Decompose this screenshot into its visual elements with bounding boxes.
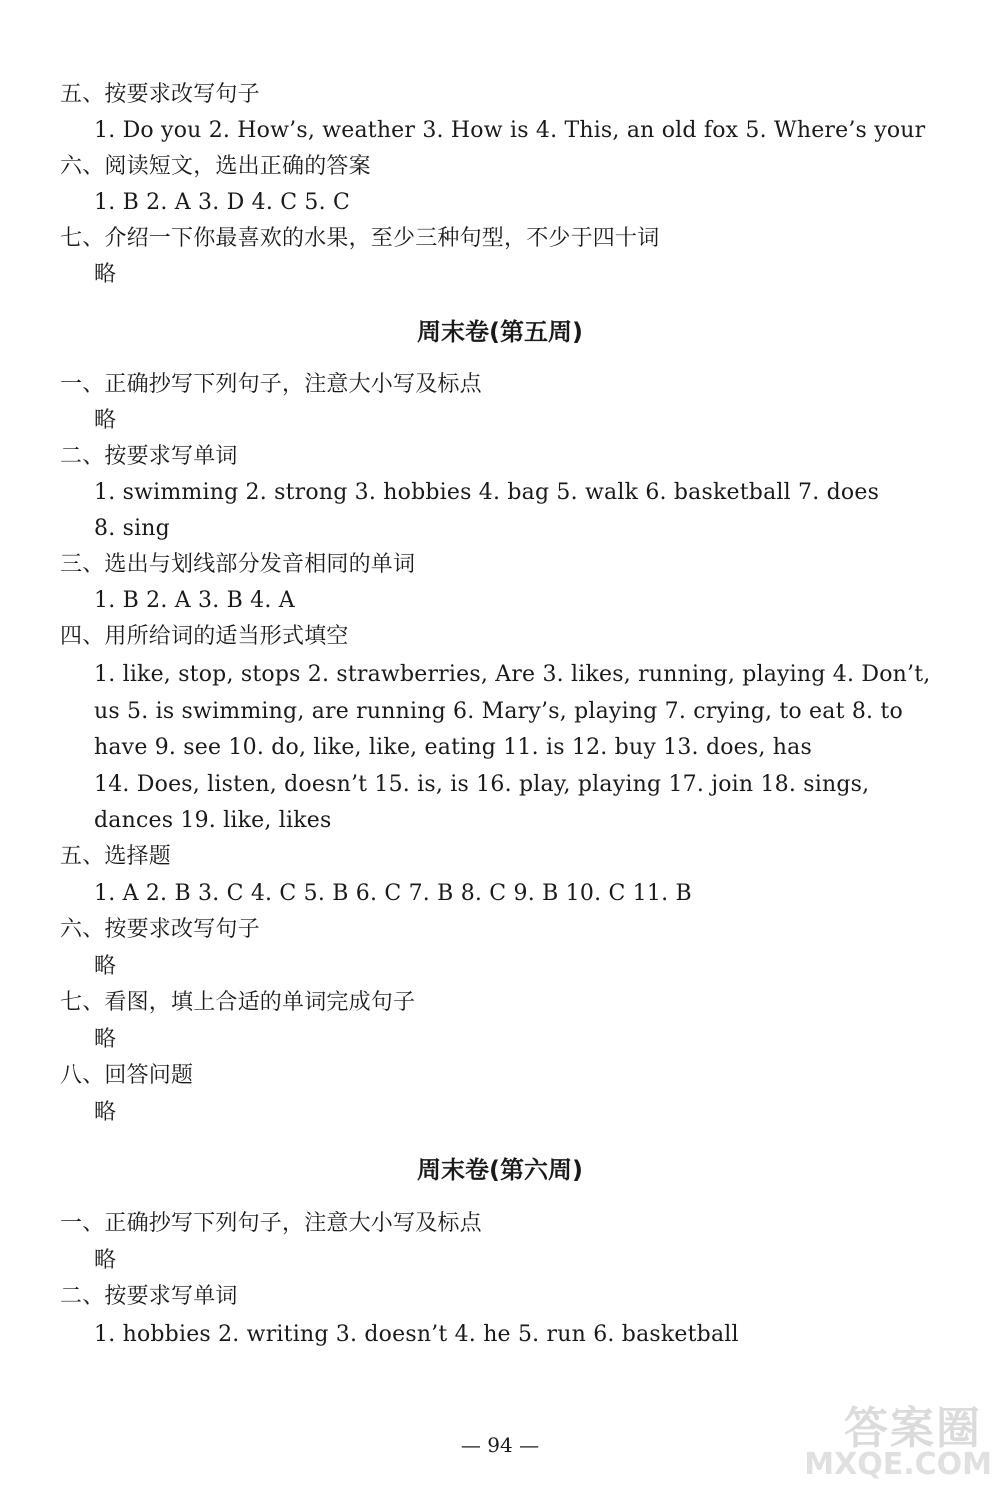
answer-line: 略	[94, 408, 117, 433]
section-heading: 四、用所给词的适当形式填空	[60, 624, 349, 649]
answer-line: 14. Does, listen, doesn’t 15. is, is 16. play, playing 17. join 18. sings,	[94, 772, 870, 797]
section-heading: 八、回答问题	[60, 1063, 194, 1088]
page-number: — 94 —	[460, 1433, 540, 1457]
answer-line: 1. like, stop, stops 2. strawberries, Are 3. likes, running, playing 4. Don’t,	[94, 662, 931, 687]
answer-line: 略	[94, 954, 117, 979]
answer-line: 1. hobbies 2. writing 3. doesn’t 4. he 5. run 6. basketball	[94, 1322, 739, 1347]
answer-line: 略	[94, 1248, 117, 1273]
section-heading: 七、介绍一下你最喜欢的水果，至少三种句型，不少于四十词	[60, 226, 660, 251]
answer-line: 略	[94, 1027, 117, 1052]
answer-line: 1. B 2. A 3. D 4. C 5. C	[94, 190, 351, 215]
week5-title: 周末卷(第五周)	[417, 318, 583, 346]
week6-title: 周末卷(第六周)	[417, 1156, 583, 1184]
answer-line: 1. A 2. B 3. C 4. C 5. B 6. C 7. B 8. C 9. B 10. C 11. B	[94, 881, 692, 906]
section-heading: 七、看图，填上合适的单词完成句子	[60, 990, 416, 1015]
answer-line: 略	[94, 262, 117, 287]
answer-line: 1. Do you 2. How’s, weather 3. How is 4. This, an old fox 5. Where’s your	[94, 118, 926, 143]
section-heading: 六、按要求改写句子	[60, 917, 260, 942]
answer-line: 1. swimming 2. strong 3. hobbies 4. bag 5. walk 6. basketball 7. does	[94, 480, 880, 505]
watermark-url: MXQE.COM	[804, 1447, 992, 1482]
answer-line: 1. B 2. A 3. B 4. A	[94, 588, 295, 613]
answer-line: us 5. is swimming, are running 6. Mary’s, playing 7. crying, to eat 8. to	[94, 699, 903, 724]
answer-line: have 9. see 10. do, like, like, eating 11. is 12. buy 13. does, has	[94, 735, 812, 760]
watermark-logo	[802, 1392, 992, 1482]
answer-line: 8. sing	[94, 516, 170, 541]
section-heading: 一、正确抄写下列句子，注意大小写及标点	[60, 1211, 482, 1236]
section-heading: 三、选出与划线部分发音相同的单词	[60, 552, 416, 577]
section-heading: 二、按要求写单词	[60, 1284, 238, 1309]
answer-line: dances 19. like, likes	[94, 808, 332, 833]
section-heading: 五、选择题	[60, 844, 172, 869]
section-heading: 五、按要求改写句子	[60, 82, 260, 107]
watermark-text: 答案圈	[844, 1403, 982, 1454]
section-heading: 一、正确抄写下列句子，注意大小写及标点	[60, 372, 482, 397]
section-heading: 六、阅读短文，选出正确的答案	[60, 154, 371, 179]
answer-line: 略	[94, 1100, 117, 1125]
section-heading: 二、按要求写单词	[60, 444, 238, 469]
